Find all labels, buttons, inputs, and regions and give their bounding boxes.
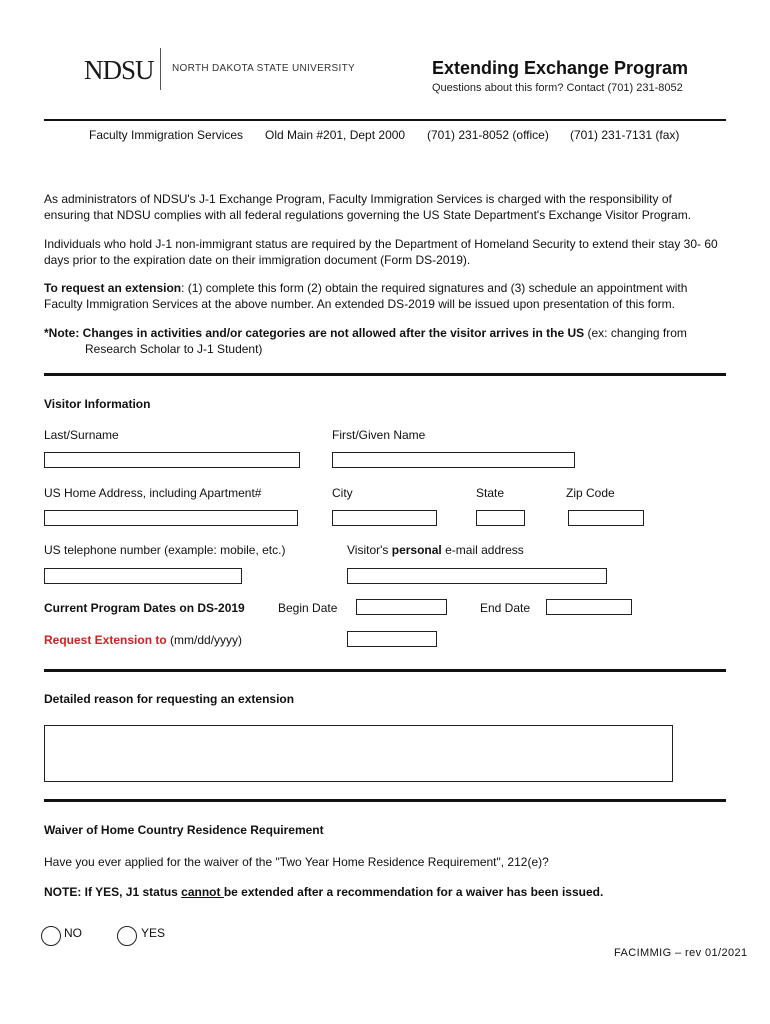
section-divider-3 <box>44 799 726 802</box>
state-field[interactable] <box>476 510 525 526</box>
city-label: City <box>332 486 353 500</box>
intro-paragraph-3: To request an extension: (1) complete this form (2) obtain the required signatures and (3) schedule an appointment with Faculty Immigration Services at the above number. An extended DS-2019 will be issued upon presentation of this form. <box>44 281 688 311</box>
state-label: State <box>476 486 505 500</box>
section-divider-1 <box>44 373 726 376</box>
note-paragraph: *Note: Changes in activities and/or categories are not allowed after the visitor arrives in the US (ex: changing from Research Scholar to J-1 Student) <box>44 326 687 356</box>
office-phone: (701) 231-8052 (office) <box>427 128 549 142</box>
address-field[interactable] <box>44 510 298 526</box>
zip-field[interactable] <box>568 510 644 526</box>
university-name: NORTH DAKOTA STATE UNIVERSITY <box>172 63 355 74</box>
ndsu-logo: NDSU <box>84 55 154 85</box>
logo-divider <box>160 48 161 90</box>
radio-no[interactable] <box>41 926 61 946</box>
waiver-question: Have you ever applied for the waiver of the "Two Year Home Residence Requirement", 212(e)? <box>44 855 549 869</box>
extension-label: Request Extension to (mm/dd/yyyy) <box>44 633 243 647</box>
form-revision-code: FACIMMIG – rev 01/2021 <box>614 947 748 959</box>
waiver-note: NOTE: If YES, J1 status cannot be extended after a recommendation for a waiver has been issued. <box>44 885 604 899</box>
email-field[interactable] <box>347 568 607 584</box>
city-field[interactable] <box>332 510 437 526</box>
begin-date-label: Begin Date <box>278 601 338 615</box>
phone-label: US telephone number (example: mobile, etc.) <box>44 543 286 557</box>
zip-label: Zip Code <box>566 486 615 500</box>
radio-no-label: NO <box>64 926 82 940</box>
first-name-field[interactable] <box>332 452 575 468</box>
begin-date-field[interactable] <box>356 599 447 615</box>
first-name-label: First/Given Name <box>332 428 426 442</box>
address-label: US Home Address, including Apartment# <box>44 486 262 500</box>
contact-line: Questions about this form? Contact (701) 231-8052 <box>432 82 683 94</box>
reason-textarea[interactable] <box>44 725 673 782</box>
phone-field[interactable] <box>44 568 242 584</box>
program-dates-label: Current Program Dates on DS-2019 <box>44 601 245 615</box>
reason-heading: Detailed reason for requesting an extension <box>44 692 295 706</box>
end-date-label: End Date <box>480 601 531 615</box>
visitor-info-heading: Visitor Information <box>44 397 151 411</box>
office-name: Faculty Immigration Services <box>89 128 244 142</box>
form-title: Extending Exchange Program <box>432 58 689 78</box>
end-date-field[interactable] <box>546 599 632 615</box>
header-divider <box>44 119 726 121</box>
last-name-label: Last/Surname <box>44 428 119 442</box>
waiver-heading: Waiver of Home Country Residence Requirement <box>44 823 324 837</box>
radio-yes[interactable] <box>117 926 137 946</box>
extension-date-field[interactable] <box>347 631 437 647</box>
email-label: Visitor's personal e-mail address <box>347 543 524 557</box>
office-fax: (701) 231-7131 (fax) <box>570 128 680 142</box>
radio-yes-label: YES <box>141 926 166 940</box>
last-name-field[interactable] <box>44 452 300 468</box>
intro-paragraph-2: Individuals who hold J-1 non-immigrant status are required by the Department of Homeland Security to extend their stay 30- 60 days prior to the expiration date on their immigration document (Form DS-2019). <box>44 237 718 267</box>
intro-paragraph-1: As administrators of NDSU's J-1 Exchange Program, Faculty Immigration Services is charged with the responsibility of ensuring that NDSU complies with all federal regulations governing the US State Department's Exchange Visitor Program. <box>44 192 692 222</box>
section-divider-2 <box>44 669 726 672</box>
office-address: Old Main #201, Dept 2000 <box>265 128 406 142</box>
